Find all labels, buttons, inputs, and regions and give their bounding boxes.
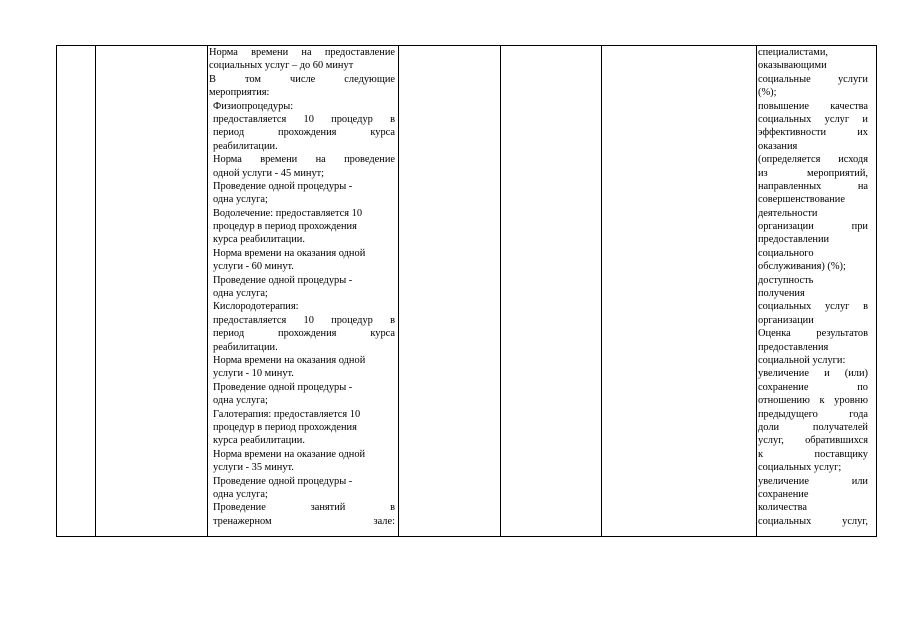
text-line: процедур в период прохождения (213, 421, 357, 433)
text-line: тренажерном зале: (213, 515, 395, 527)
text-line: социальные услуги (758, 73, 868, 85)
text-line: мероприятия: (209, 87, 270, 99)
text-line: реабилитации. (213, 341, 278, 353)
text-line: отношению к уровню (758, 395, 868, 407)
text-line: реабилитации. (213, 140, 278, 152)
text-line: сохранение по (758, 381, 868, 393)
text-line: количества (758, 502, 807, 514)
text-line: Норма времени на оказания одной (213, 354, 366, 366)
text-line: услуг, обратившихся (758, 435, 868, 447)
text-line: доли получателей (758, 421, 868, 433)
text-line: Водолечение: предоставляется 10 (213, 207, 363, 219)
text-line: Проведение одной процедуры - (213, 274, 353, 286)
text-line: предыдущего года (758, 408, 868, 420)
text-line: одна услуга; (213, 488, 268, 500)
text-line: социальных услуг; (758, 462, 842, 474)
column-divider (500, 45, 501, 537)
column-divider (601, 45, 602, 537)
text-line: одной услуги - 45 минут; (213, 167, 325, 179)
text-line: деятельности (758, 207, 818, 219)
text-line: Оценка результатов (758, 328, 868, 340)
column-divider (398, 45, 399, 537)
text-line: увеличение и (или) (758, 368, 868, 380)
text-line: оказывающими (758, 60, 827, 72)
text-line: Проведение одной процедуры - (213, 180, 353, 192)
text-line: процедур в период прохождения (213, 221, 357, 233)
text-line: специалистами, (758, 47, 828, 58)
text-line: период прохождения курса (213, 328, 395, 340)
text-line: предоставляется 10 процедур в (213, 314, 395, 326)
text-line: совершенствование (758, 194, 845, 206)
text-line: направленных на (758, 180, 868, 192)
text-line: услуги - 35 минут. (213, 462, 294, 474)
text-line: Галотерапия: предоставляется 10 (213, 408, 361, 420)
text-line: услуги - 10 минут. (213, 368, 294, 380)
text-line: период прохождения курса (213, 127, 395, 139)
service-time-norms-cell (209, 46, 395, 528)
text-line: организации (758, 314, 814, 326)
text-line: социальных услуг – до 60 минут (209, 60, 354, 72)
text-line: одна услуга; (213, 194, 268, 206)
text-line: Норма времени на оказание одной (213, 448, 366, 460)
text-line: из мероприятий, (758, 167, 868, 179)
text-line: получения (758, 288, 805, 300)
text-line: повышение качества (758, 100, 868, 112)
text-line: предоставления (758, 341, 829, 353)
text-line: Проведение занятий в (213, 502, 395, 514)
text-line: (%); (758, 87, 777, 99)
text-line: Проведение одной процедуры - (213, 475, 353, 487)
text-line: предоставлении (758, 234, 830, 246)
text-line: одна услуга; (213, 395, 268, 407)
column-divider (756, 45, 757, 537)
text-line: организации при (758, 221, 868, 233)
text-line: Норма времени на предоставление (209, 47, 395, 58)
text-line: Норма времени на проведение (213, 154, 395, 166)
text-line: увеличение или (758, 475, 868, 487)
text-line: Физиопроцедуры: (213, 100, 294, 112)
text-line: социального (758, 247, 814, 259)
text-line: В том числе следующие (209, 73, 395, 85)
text-line: социальных услуг, (758, 515, 868, 527)
text-line: курса реабилитации. (213, 234, 305, 246)
text-line: одна услуга; (213, 288, 268, 300)
text-line: к поставщику (758, 448, 868, 460)
column-divider (207, 45, 208, 537)
text-line: (определяется исходя (758, 154, 868, 166)
text-line: услуги - 60 минут. (213, 261, 294, 273)
text-line: оказания (758, 140, 798, 152)
text-line: социальных услуг и (758, 113, 868, 125)
text-line: обслуживания) (%); (758, 261, 846, 273)
text-line: Кислородотерапия: (213, 301, 299, 313)
text-line: сохранение (758, 488, 809, 500)
quality-indicators-cell (758, 46, 868, 528)
text-line: эффективности их (758, 127, 868, 139)
text-line: Норма времени на оказания одной (213, 247, 366, 259)
text-line: предоставляется 10 процедур в (213, 113, 395, 125)
text-line: социальных услуг в (758, 301, 868, 313)
text-line: социальной услуги: (758, 354, 846, 366)
text-line: курса реабилитации. (213, 435, 305, 447)
text-line: Проведение одной процедуры - (213, 381, 353, 393)
text-line: доступность (758, 274, 814, 286)
column-divider (95, 45, 96, 537)
table-frame (56, 45, 877, 537)
